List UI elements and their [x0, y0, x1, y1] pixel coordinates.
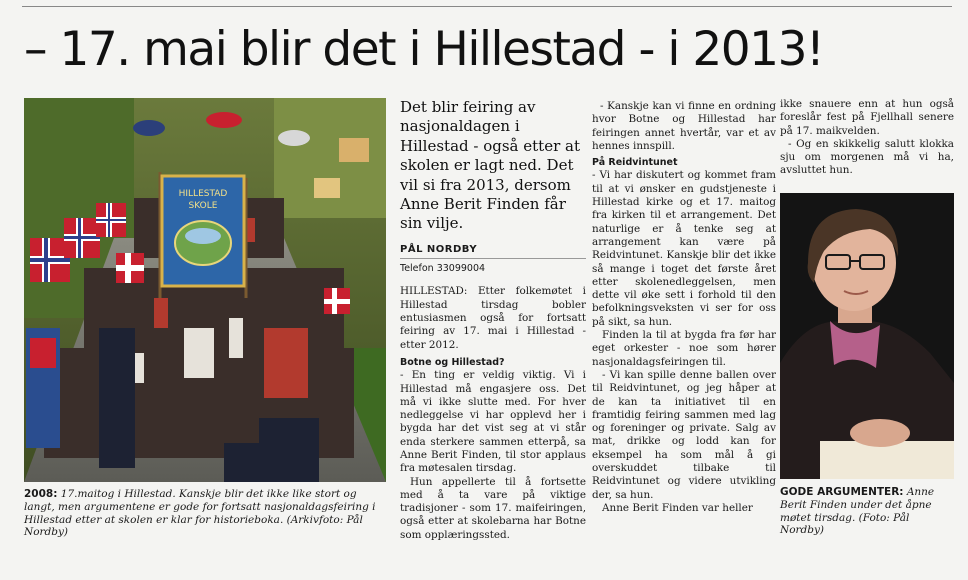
main-photo-caption — [24, 488, 390, 539]
paragraph: - En ting er veldig viktig. Vi i Hillestad må engasjere oss. Det må vi ikke slutte med. For hver nedleggelse vi har opplevd her i bygda har det vist seg at vi står enda sterkere sammen etterpå, sa Anne Berit Finden, til stor applaus fra møtesalen tirsdag. — [400, 369, 586, 475]
portrait-caption — [780, 486, 956, 537]
portrait-caption-text: Anne Berit Finden under det åpne møtet tirsdag. (Foto: Pål Nordby) — [780, 486, 935, 537]
paragraph: - Kanskje kan vi finne en ordning hvor Botne og Hillestad har feiringen annet hvertår, var et av hennes innspill. — [592, 100, 776, 152]
paragraph: Finden la til at bygda fra før har eget orkester - noe som hører nasjonaldagsfeiringen til. — [592, 329, 776, 368]
top-rule — [22, 6, 952, 7]
article-column-3 — [592, 100, 776, 515]
paragraph: - Og en skikkelig salutt klokka sju om morgenen må vi ha, avsluttet hun. — [780, 137, 954, 177]
headline: – 17. mai blir det i Hillestad - i 2013! — [24, 22, 824, 77]
paragraph: - Vi har diskutert og kommet fram til at vi ønsker en gudstjeneste i Hillestad kirke og et 17. maitog fra kirken til et arrangement. Det naturlige er å tenke seg at arrangement kan være på Reidvintunet. Kanskje blir det ikke så mange i toget det første året etter skolenedleggelsen, men dette vil øke sett i forhold til den befolkningsveksten vi ser for oss på sikt, sa hun. — [592, 169, 776, 328]
phone-number: Telefon 33099004 — [400, 263, 486, 275]
caption-year: 2008: — [24, 488, 58, 500]
byline: PÅL NORDBY — [400, 243, 586, 259]
paragraph: ikke snauere enn at hun også foreslår fest på Fjellhall senere på 17. maikvelden. — [780, 98, 954, 137]
paragraph: Anne Berit Finden var heller — [602, 501, 753, 514]
paragraph: - Vi kan spille denne ballen over til Reidvintunet, og jeg håper at de kan ta initiativet til en framtidig feiring sammen med lag og foreninger og private. Salg av mat, drikke og lodd kan for eksempel ha som mål å gi overskuddet tilbake til Reidvintunet og videre utvikling der, sa hun. — [592, 368, 776, 501]
subhead-reidvintunet: På Reidvintunet — [592, 157, 678, 169]
article-column-2 — [400, 98, 586, 542]
lead-paragraph: Det blir feiring av nasjonaldagen i Hillestad - også etter at skolen er lagt ned. Det vil si fra 2013, dersom Anne Berit Finden får sin vilje. — [400, 98, 580, 233]
paragraph: Hun appellerte til å fortsette med å ta vare på viktige tradisjoner - som 17. maifeiringen, også etter at skolebarna har Botne som opplæringssted. — [400, 475, 586, 541]
portrait-photo — [780, 193, 954, 479]
intro-paragraph: HILLESTAD: Etter folkemøtet i Hillestad tirsdag bobler entusiasmen også for fortsatt feiring av 17. mai i Hillestad - etter 2012. — [400, 285, 586, 351]
banner-line1: HILLESTAD — [178, 189, 228, 199]
portrait-caption-label: GODE ARGUMENTER: — [780, 486, 904, 498]
subhead-botne: Botne og Hillestad? — [400, 356, 505, 368]
caption-text: 17.maitog i Hillestad. Kanskje blir det ikke like stort og langt, men argumentene er gode for fortsatt nasjonaldagsfeiring i Hillestad etter at skolen er klar for historieboka. (Arkivfoto: Pål Nordby) — [24, 488, 376, 539]
parade-photo — [24, 98, 386, 482]
article-column-4 — [780, 98, 954, 178]
banner-line2: SKOLE — [188, 201, 218, 211]
